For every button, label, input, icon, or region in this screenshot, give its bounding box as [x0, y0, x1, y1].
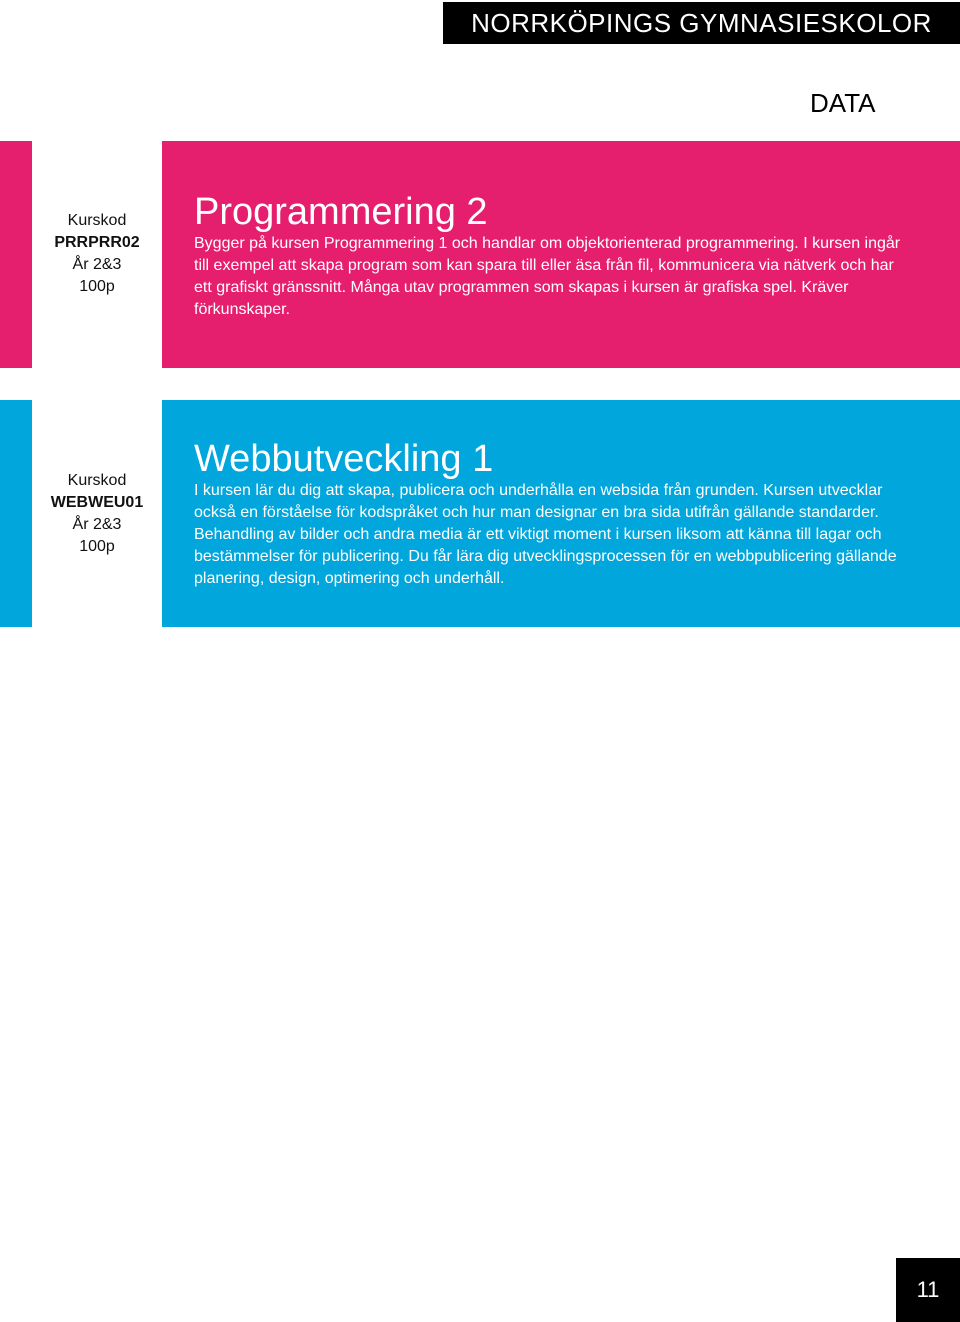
course-year: År 2&3 [72, 516, 122, 533]
course-points: 100p [79, 538, 115, 555]
course-title: Programmering 2 [194, 191, 488, 233]
section-label: DATA [810, 88, 876, 118]
course-2-side-bar [0, 400, 32, 627]
course-points: 100p [79, 278, 115, 295]
course-code: PRRPRR02 [54, 234, 140, 251]
course-code-label: Kurskod [67, 472, 127, 489]
course-1-info [32, 210, 162, 298]
course-title: Webbutveckling 1 [194, 438, 494, 480]
course-1-card [162, 141, 960, 368]
page-number: 11 [896, 1258, 960, 1322]
course-code-label: Kurskod [67, 212, 127, 229]
course-year: År 2&3 [72, 256, 122, 273]
course-2-info [32, 470, 162, 558]
course-1-side-bar [0, 141, 32, 368]
course-code: WEBWEU01 [50, 494, 144, 511]
course-description: I kursen lär du dig att skapa, publicera och underhålla en websida från grunden. Kursen utvecklar också en förståelse för kodspråket och hur man designar en bra sida utifrån gällande standarder. Behandling av bilder och andra media är ett viktigt moment i kursen liksom att känna till lagar och bestämmelser för publicering. Du får lära dig utvecklingsprocessen för en webbpublicering gällande planering, design, optimering och underhåll. [194, 482, 897, 587]
course-2-card [162, 400, 960, 627]
course-description: Bygger på kursen Programmering 1 och handlar om objektorienterad programmering. I kursen ingår till exempel att skapa program som kan spara till eller äsa från fil, kommunicera via nätverk och har ett grafiskt gränssnitt. Många utav programmen som skapas i kursen är grafiska spel. Kräver förkunskaper. [194, 235, 901, 318]
school-header: NORRKÖPINGS GYMNASIESKOLOR [443, 2, 960, 44]
